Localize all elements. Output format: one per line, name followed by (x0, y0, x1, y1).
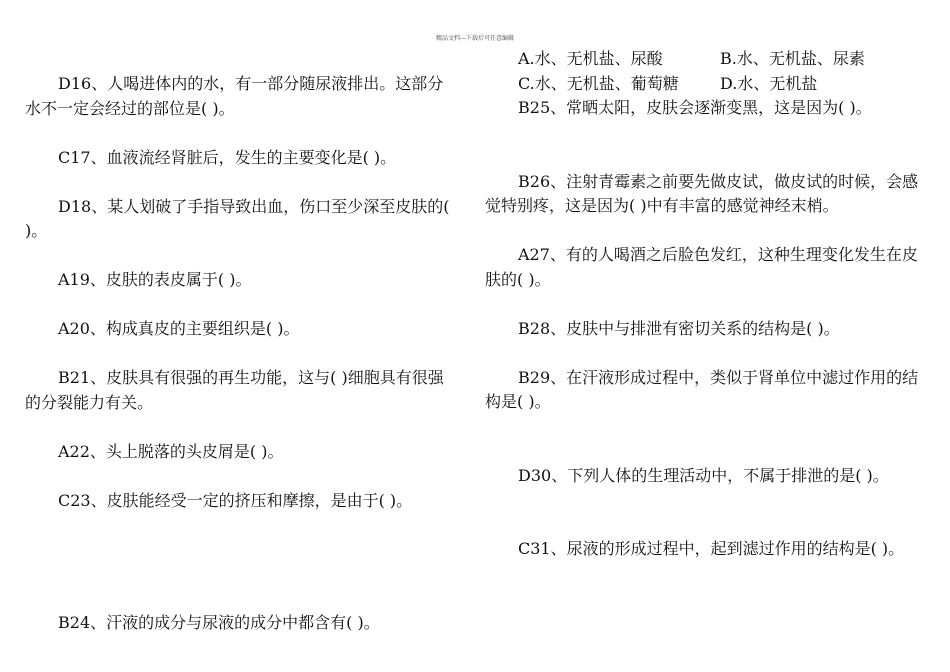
question-22: A22、头上脱落的头皮屑是( )。 (58, 441, 284, 461)
question-30: D30、下列人体的生理活动中，不属于排泄的是( )。 (518, 465, 889, 485)
question-29: B29、在汗液形成过程中，类似于肾单位中滤过作用的结构是( )。 (485, 367, 919, 411)
question-16: D16、人喝进体内的水，有一部分随尿液排出。这部分水不一定会经过的部位是( )。 (25, 74, 444, 118)
option-d: D.水、无机盐 (720, 73, 818, 93)
page-header: 精品文档---下载后可任意编辑 (435, 35, 515, 42)
question-27: A27、有的人喝酒之后脸色发红，这种生理变化发生在皮肤的( )。 (485, 245, 918, 289)
question-26: B26、注射青霉素之前要先做皮试，做皮试的时候，会感觉特别疼，这是因为( )中有丰富的感觉神经末梢。 (485, 171, 919, 215)
question-19: A19、皮肤的表皮属于( )。 (58, 270, 252, 289)
right-column (485, 47, 925, 562)
question-21: B21、皮肤具有很强的再生功能，这与( )细胞具有很强的分裂能力有关。 (25, 368, 444, 412)
question-20: A20、构成真皮的主要组织是( )。 (58, 319, 300, 338)
options-row-1 (485, 47, 925, 72)
option-b: B.水、无机盐、尿素 (720, 49, 865, 68)
left-column (25, 72, 458, 636)
question-25: B25、常晒太阳，皮肤会逐渐变黑，这是因为( )。 (518, 98, 872, 117)
option-a: A.水、无机盐、尿酸 (518, 49, 663, 68)
question-31: C31、尿液的形成过程中，起到滤过作用的结构是( )。 (518, 539, 905, 558)
question-24: B24、汗液的成分与尿液的成分中都含有( )。 (58, 613, 380, 632)
options-row-2 (485, 72, 925, 97)
question-17: C17、血液流经肾脏后，发生的主要变化是( )。 (58, 147, 397, 167)
question-23: C23、皮肤能经受一定的挤压和摩擦，是由于( )。 (58, 490, 413, 510)
question-18: D18、某人划破了手指导致出血，伤口至少深至皮肤的( )。 (25, 196, 450, 240)
option-c: C.水、无机盐、葡萄糖 (518, 73, 679, 93)
question-28: B28、皮肤中与排泄有密切关系的结构是( )。 (518, 318, 840, 338)
